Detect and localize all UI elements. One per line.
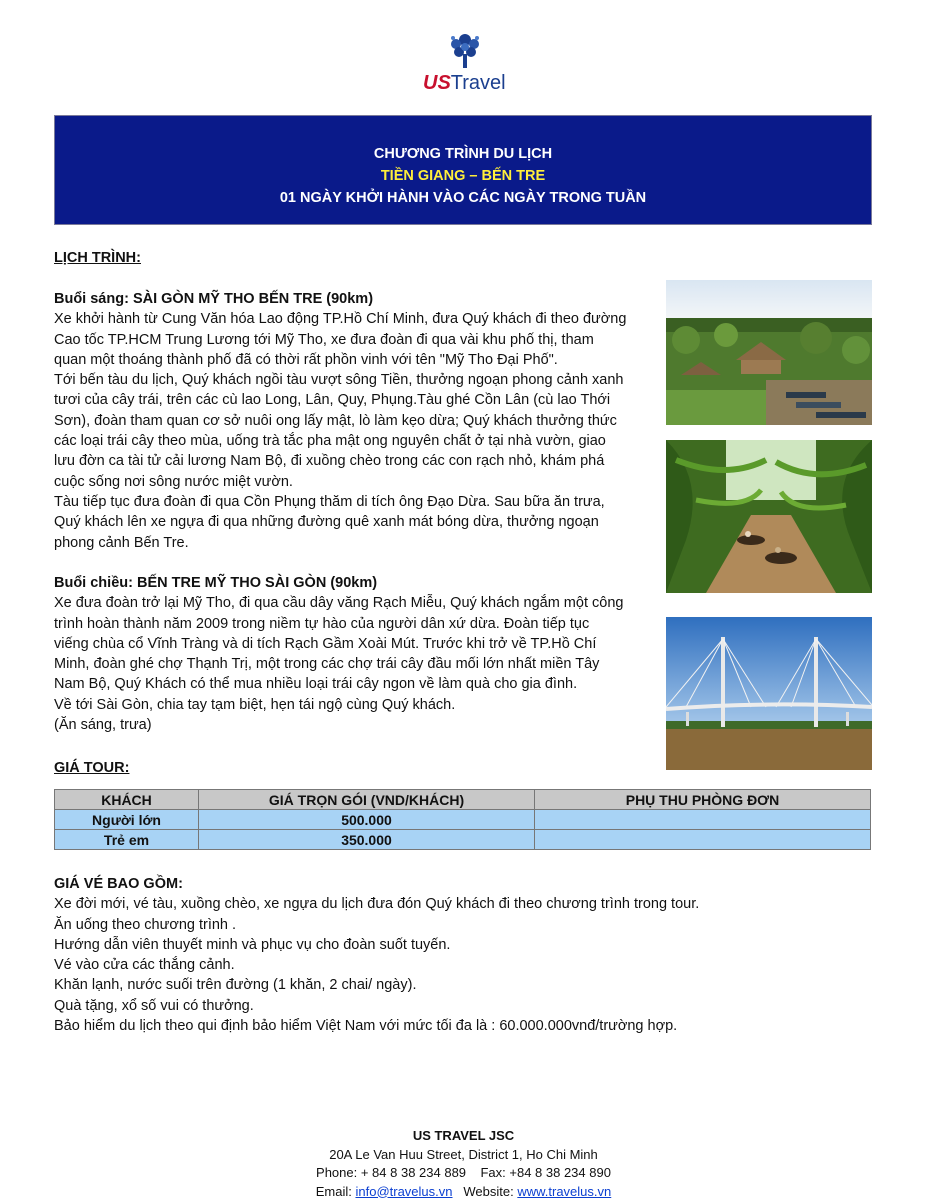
photo-village-river xyxy=(666,280,872,425)
afternoon-line: Về tới Sài Gòn, chia tay tạm biệt, hẹn tái ngộ cùng Quý khách. xyxy=(54,695,654,715)
column-header-guest: KHÁCH xyxy=(55,790,199,810)
morning-line: quan một thoáng thành phố đã có thời rất phồn vinh với tên "Mỹ Tho Đại Phố". xyxy=(54,350,654,370)
morning-line: phong cảnh Bến Tre. xyxy=(54,533,654,553)
list-item: Quà tặng, xổ số vui có thưởng. xyxy=(54,996,874,1016)
footer-email-label: Email: xyxy=(316,1184,352,1199)
morning-line: Quý khách lên xe ngựa đi qua những đường quê xanh mát bóng dừa, thưởng ngoạn xyxy=(54,512,654,532)
column-header-price: GIÁ TRỌN GÓI (VND/KHÁCH) xyxy=(199,790,535,810)
list-item: Ăn uống theo chương trình . xyxy=(54,915,874,935)
website-link[interactable]: www.travelus.vn xyxy=(517,1184,611,1199)
list-item: Bảo hiểm du lịch theo qui định bảo hiểm Việt Nam với mức tối đa là : 60.000.000vnđ/trường hợp. xyxy=(54,1016,874,1036)
cell-guest: Trẻ em xyxy=(55,830,199,850)
footer-address: 20A Le Van Huu Street, District 1, Ho Chi Minh xyxy=(0,1146,927,1165)
afternoon-title: Buổi chiều: BẾN TRE MỸ THO SÀI GÒN (90km) xyxy=(54,573,654,593)
banner-line-1: CHƯƠNG TRÌNH DU LỊCH xyxy=(55,143,871,165)
price-heading-text: GIÁ TOUR: xyxy=(54,760,129,776)
logo-brand-us: US xyxy=(423,72,451,94)
list-item: Khăn lạnh, nước suối trên đường (1 khăn, 2 chai/ ngày). xyxy=(54,975,874,995)
banner-line-2: TIỀN GIANG – BẾN TRE xyxy=(55,165,871,187)
cell-price: 500.000 xyxy=(199,810,535,830)
list-item: Xe đời mới, vé tàu, xuồng chèo, xe ngựa du lịch đưa đón Quý khách đi theo chương trình trong tour. xyxy=(54,894,874,914)
afternoon-line: viếng chùa cổ Vĩnh Tràng và di tích Rạch Gầm Xoài Mút. Trước khi trở về TP.Hồ Chí xyxy=(54,634,654,654)
afternoon-line: Xe đưa đoàn trở lại Mỹ Tho, đi qua cầu dây văng Rạch Miễu, Quý khách ngắm một công xyxy=(54,593,654,613)
footer-website-label: Website: xyxy=(463,1184,513,1199)
tree-icon xyxy=(445,30,485,70)
morning-line: Tới bến tàu du lịch, Quý khách ngồi tàu vượt sông Tiền, thưởng ngoạn phong cảnh xanh xyxy=(54,370,654,390)
morning-line: Tàu tiếp tục đưa đoàn đi qua Cồn Phụng thăm di tích ông Đạo Dừa. Sau bữa ăn trưa, xyxy=(54,492,654,512)
cell-guest: Người lớn xyxy=(55,810,199,830)
footer-company: US TRAVEL JSC xyxy=(0,1127,927,1146)
table-row xyxy=(55,830,871,850)
footer xyxy=(0,1127,927,1201)
logo-brand-travel: Travel xyxy=(451,72,506,94)
afternoon-line: Minh, đoàn ghé chợ Thạnh Trị, một trong các chợ trái cây đầu mối lớn nhất miền Tây xyxy=(54,654,654,674)
morning-line: cuộc sống nơi sông nước miệt vườn. xyxy=(54,472,654,492)
morning-section xyxy=(54,289,654,553)
list-item: Vé vào cửa các thắng cảnh. xyxy=(54,955,874,975)
footer-links xyxy=(0,1183,927,1201)
morning-line: Sơn), đoàn tham quan cơ sở nuôi ong lấy mật, lò làm kẹo dừa; Quý khách thưởng thức xyxy=(54,411,654,431)
afternoon-section xyxy=(54,573,654,735)
photo-canal-boats xyxy=(666,440,872,593)
itinerary-heading xyxy=(54,248,141,268)
table-row xyxy=(55,810,871,830)
includes-heading: GIÁ VÉ BAO GỒM: xyxy=(54,874,874,894)
itinerary-heading-text: LỊCH TRÌNH: xyxy=(54,250,141,266)
morning-body xyxy=(54,309,654,553)
afternoon-body xyxy=(54,593,654,735)
price-table xyxy=(54,789,871,850)
price-heading xyxy=(54,758,129,778)
footer-phone: Phone: + 84 8 38 234 889 xyxy=(316,1165,466,1180)
footer-fax: Fax: +84 8 38 234 890 xyxy=(480,1165,610,1180)
column-header-single: PHỤ THU PHÒNG ĐƠN xyxy=(535,790,871,810)
morning-line: lưu đờn ca tài tử cải lương Nam Bộ, đi xuồng chèo trong các con rạch nhỏ, khám phá xyxy=(54,451,654,471)
banner-line-3: 01 NGÀY KHỞI HÀNH VÀO CÁC NGÀY TRONG TUẦN xyxy=(55,187,871,209)
afternoon-line: Nam Bộ, Quý Khách có thể mua nhiều loại trái cây ngon về làm quà cho gia đình. xyxy=(54,674,654,694)
list-item: Hướng dẫn viên thuyết minh và phục vụ cho đoàn suốt tuyến. xyxy=(54,935,874,955)
afternoon-line: (Ăn sáng, trưa) xyxy=(54,715,654,735)
price-table-header-row xyxy=(55,790,871,810)
photo-cable-bridge xyxy=(666,617,872,770)
morning-line: tươi của cây trái, trên các cù lao Long, Lân, Quy, Phụng.Tàu ghé Cồn Lân (cù lao Thới xyxy=(54,390,654,410)
footer-contact xyxy=(0,1164,927,1183)
title-banner xyxy=(54,115,872,225)
email-link[interactable]: info@travelus.vn xyxy=(355,1184,452,1199)
afternoon-line: trình hoàn thành năm 2009 trong niềm tự hào của người dân xứ dừa. Đoàn tiếp tục xyxy=(54,614,654,634)
morning-line: các loại trái cây theo mùa, uống trà tắc pha mật ong nguyên chất ở tại nhà vườn, giao xyxy=(54,431,654,451)
morning-title: Buổi sáng: SÀI GÒN MỸ THO BẾN TRE (90km) xyxy=(54,289,654,309)
cell-single xyxy=(535,830,871,850)
cell-price: 350.000 xyxy=(199,830,535,850)
morning-line: Xe khởi hành từ Cung Văn hóa Lao động TP.Hồ Chí Minh, đưa Quý khách đi theo đường xyxy=(54,309,654,329)
includes-section xyxy=(54,874,874,1036)
us-travel-logo xyxy=(415,30,515,94)
cell-single xyxy=(535,810,871,830)
morning-line: Cao tốc TP.HCM Trung Lương tới Mỹ Tho, xe đưa đoàn đi qua vài khu phố thị, tham xyxy=(54,330,654,350)
